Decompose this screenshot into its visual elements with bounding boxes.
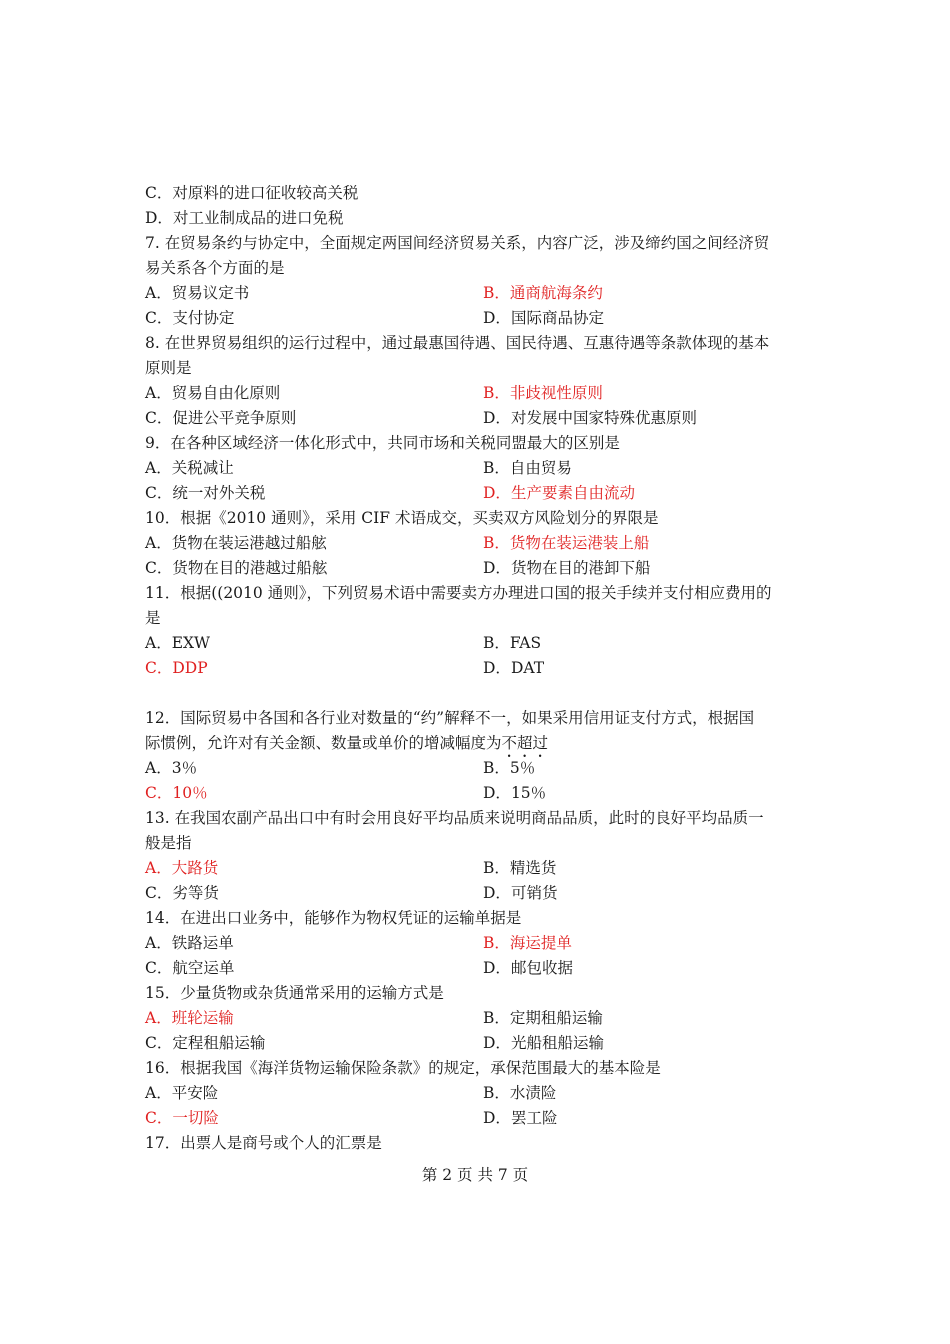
answer-option	[145, 481, 483, 506]
option-letter: A．	[145, 859, 172, 877]
answer-option	[145, 206, 483, 231]
options-row	[145, 1006, 810, 1031]
option-text: 货物在装运港越过船舷	[171, 534, 327, 552]
question-stem-continued	[145, 731, 810, 756]
answer-option	[483, 556, 810, 581]
answer-option-correct	[145, 1106, 483, 1131]
option-letter: C．	[145, 1034, 173, 1052]
answer-option	[145, 756, 483, 781]
question-text: 15．少量货物或杂货通常采用的运输方式是	[145, 984, 444, 1002]
answer-option-correct	[483, 381, 810, 406]
option-text: EXW	[171, 634, 210, 652]
option-letter: A．	[145, 759, 172, 777]
option-letter: C．	[145, 559, 173, 577]
answer-option	[483, 456, 810, 481]
options-row	[145, 306, 810, 331]
answer-option	[483, 306, 810, 331]
option-text: 铁路运单	[171, 934, 234, 952]
option-letter: C．	[145, 884, 173, 902]
option-letter: C．	[145, 959, 173, 977]
answer-option	[145, 306, 483, 331]
answer-option	[483, 881, 810, 906]
question-text: 17．出票人是商号或个人的汇票是	[145, 1134, 382, 1152]
option-text: 5％	[509, 759, 536, 777]
question-stem-continued	[145, 606, 810, 631]
option-letter: A．	[145, 634, 172, 652]
options-row	[145, 781, 810, 806]
option-text: 邮包收据	[510, 959, 573, 977]
answer-option-correct	[483, 531, 810, 556]
options-row	[145, 206, 810, 231]
answer-option	[145, 456, 483, 481]
option-text: 货物在目的港越过船舷	[172, 559, 328, 577]
option-text: 定程租船运输	[172, 1034, 266, 1052]
option-text: 统一对外关税	[172, 484, 266, 502]
answer-option	[145, 881, 483, 906]
answer-option	[483, 1031, 810, 1056]
answer-option	[145, 631, 483, 656]
answer-option	[145, 281, 483, 306]
option-letter: B．	[483, 759, 510, 777]
answer-option	[483, 756, 810, 781]
options-row	[145, 1081, 810, 1106]
question-text: 是	[145, 609, 161, 627]
option-letter: C．	[145, 659, 173, 677]
options-row	[145, 281, 810, 306]
question-text: 11．根据((2010 通则》，下列贸易术语中需要卖方办理进口国的报关手续并支付相应费用的	[145, 584, 772, 602]
option-letter: B．	[483, 1084, 510, 1102]
question-stem	[145, 1056, 810, 1081]
answer-option-correct	[145, 1006, 483, 1031]
option-text: 定期租船运输	[509, 1009, 603, 1027]
option-text: 贸易自由化原则	[171, 384, 281, 402]
options-row	[145, 556, 810, 581]
option-text: 航空运单	[172, 959, 235, 977]
question-stem-continued	[145, 356, 810, 381]
option-text: FAS	[509, 634, 542, 652]
answer-option	[145, 1031, 483, 1056]
option-text: 支付协定	[172, 309, 235, 327]
option-letter: D．	[483, 309, 511, 327]
answer-option	[145, 181, 483, 206]
answer-option-correct	[483, 931, 810, 956]
answer-option-correct	[145, 856, 483, 881]
answer-option	[483, 956, 810, 981]
answer-option	[145, 531, 483, 556]
option-letter: B．	[483, 459, 510, 477]
options-row	[145, 856, 810, 881]
question-text: 7. 在贸易条约与协定中，全面规定两国间经济贸易关系，内容广泛，涉及缔约国之间经济贸	[145, 234, 770, 252]
option-text: 水渍险	[509, 1084, 557, 1102]
option-text: 海运提单	[509, 934, 572, 952]
page-footer: 第 2 页 共 7 页	[421, 1166, 529, 1184]
option-letter: C．	[145, 784, 173, 802]
option-letter: C．	[145, 484, 173, 502]
question-stem	[145, 581, 810, 606]
option-text: 15％	[510, 784, 547, 802]
question-text: 10．根据《2010 通则》，采用 CIF 术语成交，买卖双方风险划分的界限是	[145, 509, 659, 527]
answer-option	[145, 931, 483, 956]
option-letter: B．	[483, 1009, 510, 1027]
answer-option	[483, 406, 810, 431]
option-text: 货物在目的港卸下船	[510, 559, 651, 577]
answer-option	[483, 631, 810, 656]
option-letter: D．	[483, 484, 511, 502]
option-text: 对原料的进口征收较高关税	[172, 184, 359, 202]
option-text: 精选货	[509, 859, 557, 877]
answer-option-correct	[483, 481, 810, 506]
options-row	[145, 456, 810, 481]
option-text: 对工业制成品的进口免税	[172, 209, 344, 227]
options-row	[145, 631, 810, 656]
option-letter: D．	[145, 209, 173, 227]
option-text: 促进公平竞争原则	[172, 409, 297, 427]
question-text: 14．在进出口业务中，能够作为物权凭证的运输单据是	[145, 909, 522, 927]
question-text: 13. 在我国农副产品出口中有时会用良好平均品质来说明商品品质，此时的良好平均品质一	[145, 809, 764, 827]
option-text: 劣等货	[172, 884, 219, 902]
answer-option	[145, 406, 483, 431]
option-text: 一切险	[172, 1109, 219, 1127]
question-stem	[145, 806, 810, 831]
option-letter: D．	[483, 884, 511, 902]
answer-option	[483, 1106, 810, 1131]
answer-option	[145, 1081, 483, 1106]
option-letter: D．	[483, 409, 511, 427]
option-text: 平安险	[171, 1084, 219, 1102]
question-text: 9．在各种区域经济一体化形式中，共同市场和关税同盟最大的区别是	[145, 434, 620, 452]
answer-option-correct	[145, 656, 483, 681]
question-stem	[145, 431, 810, 456]
option-text: 大路货	[171, 859, 219, 877]
question-text: 8. 在世界贸易组织的运行过程中，通过最惠国待遇、国民待遇、互惠待遇等条款体现的基本	[145, 334, 770, 352]
option-letter: B．	[483, 384, 510, 402]
option-text: 关税减让	[171, 459, 234, 477]
answer-option-correct	[483, 281, 810, 306]
option-letter: B．	[483, 634, 510, 652]
question-stem	[145, 706, 810, 731]
option-letter: A．	[145, 1009, 172, 1027]
option-letter: A．	[145, 534, 172, 552]
question-text: 12．国际贸易中各国和各行业对数量的“约”解释不一，如果采用信用证支付方式，根据国	[145, 709, 755, 727]
options-row	[145, 756, 810, 781]
option-letter: B．	[483, 859, 510, 877]
options-row	[145, 481, 810, 506]
question-text: 16．根据我国《海洋货物运输保险条款》的规定，承保范围最大的基本险是	[145, 1059, 661, 1077]
option-letter: B．	[483, 534, 510, 552]
question-stem	[145, 906, 810, 931]
answer-option	[145, 381, 483, 406]
option-text: 货物在装运港装上船	[509, 534, 650, 552]
option-letter: A．	[145, 284, 172, 302]
question-text: 易关系各个方面的是	[145, 259, 285, 277]
emphasized-text: 不超过	[501, 734, 549, 752]
question-text: 原则是	[145, 359, 192, 377]
question-text: 般是指	[145, 834, 192, 852]
question-stem	[145, 506, 810, 531]
options-row	[145, 531, 810, 556]
options-row	[145, 181, 810, 206]
option-text: 生产要素自由流动	[510, 484, 635, 502]
option-text: 10％	[172, 784, 208, 802]
answer-option	[145, 556, 483, 581]
option-text: 自由贸易	[509, 459, 572, 477]
options-row	[145, 1106, 810, 1131]
options-row	[145, 381, 810, 406]
option-letter: D．	[483, 784, 511, 802]
answer-option	[483, 781, 810, 806]
option-letter: A．	[145, 384, 172, 402]
answer-option	[483, 1006, 810, 1031]
question-stem	[145, 231, 810, 256]
option-text: 可销货	[510, 884, 558, 902]
option-text: 对发展中国家特殊优惠原则	[510, 409, 697, 427]
option-letter: B．	[483, 934, 510, 952]
question-stem	[145, 1131, 810, 1156]
option-text: 3％	[171, 759, 198, 777]
option-text: 国际商品协定	[510, 309, 604, 327]
question-stem	[145, 981, 810, 1006]
question-text: 际惯例，允许对有关金额、数量或单价的增减幅度为	[145, 734, 502, 752]
question-stem	[145, 331, 810, 356]
options-row	[145, 656, 810, 681]
option-letter: A．	[145, 1084, 172, 1102]
option-letter: D．	[483, 1109, 511, 1127]
answer-option-correct	[145, 781, 483, 806]
options-row	[145, 931, 810, 956]
option-letter: D．	[483, 559, 511, 577]
answer-option	[483, 1081, 810, 1106]
option-text: 光船租船运输	[510, 1034, 604, 1052]
option-letter: C．	[145, 409, 173, 427]
option-letter: B．	[483, 284, 510, 302]
option-text: 贸易议定书	[171, 284, 250, 302]
exam-content	[145, 181, 810, 1156]
question-stem-continued	[145, 831, 810, 856]
question-stem-continued	[145, 256, 810, 281]
option-letter: C．	[145, 1109, 173, 1127]
option-letter: C．	[145, 184, 173, 202]
answer-option	[483, 856, 810, 881]
option-letter: D．	[483, 659, 511, 677]
option-letter: C．	[145, 309, 173, 327]
option-text: 罢工险	[510, 1109, 558, 1127]
answer-option	[483, 656, 810, 681]
option-text: 非歧视性原则	[509, 384, 603, 402]
options-row	[145, 881, 810, 906]
option-letter: A．	[145, 459, 172, 477]
options-row	[145, 956, 810, 981]
option-letter: D．	[483, 1034, 511, 1052]
option-letter: D．	[483, 959, 511, 977]
blank-line	[145, 681, 810, 706]
option-text: DDP	[172, 659, 208, 677]
option-text: DAT	[510, 659, 545, 677]
options-row	[145, 1031, 810, 1056]
answer-option	[145, 956, 483, 981]
option-text: 通商航海条约	[509, 284, 603, 302]
option-text: 班轮运输	[171, 1009, 234, 1027]
options-row	[145, 406, 810, 431]
option-letter: A．	[145, 934, 172, 952]
